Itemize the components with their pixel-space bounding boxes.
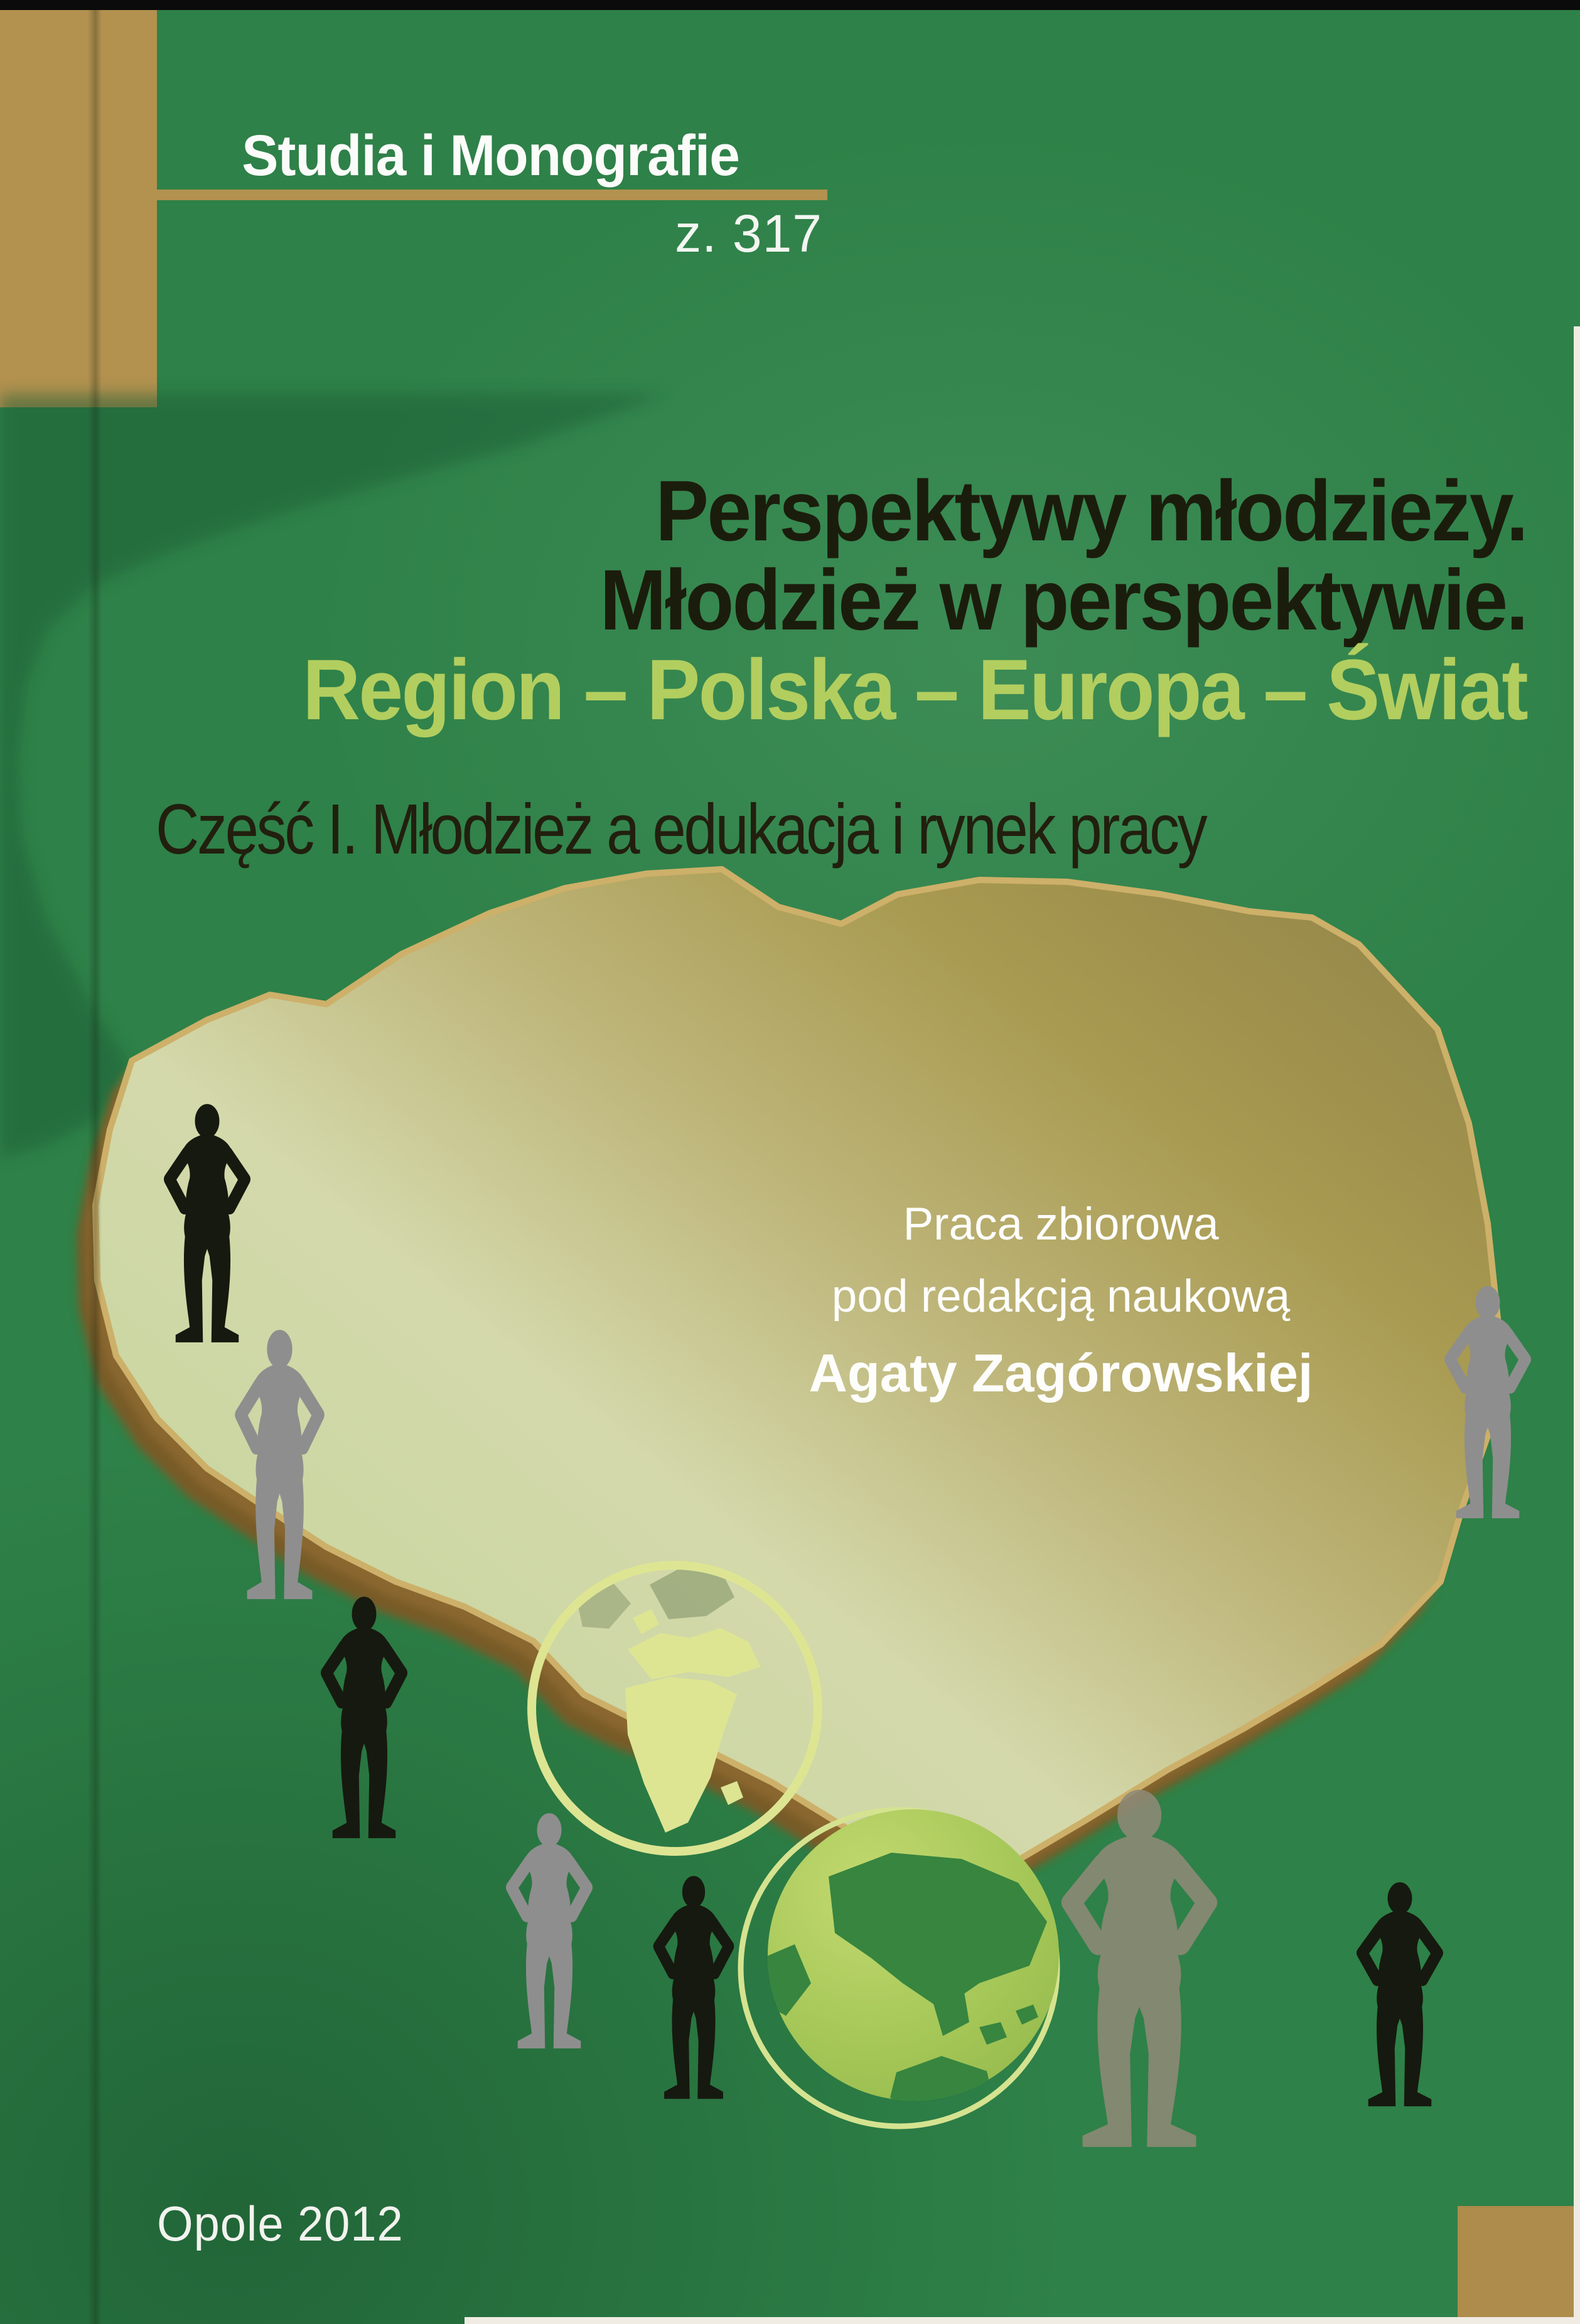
subtitle: Część I. Młodzież a edukacja i rynek pracy [156,790,1206,869]
credits-line-2: pod redakcją naukową [831,1271,1291,1322]
scan-top-edge [0,0,1580,10]
credits-line-1: Praca zbiorowa [903,1199,1219,1250]
series-title: Studia i Monografie [242,124,739,188]
imprint: Opole 2012 [157,2196,404,2251]
series-issue: z. 317 [675,204,822,263]
globe-asia-australia-icon [741,1809,1059,2130]
title-line-2: Młodzież w perspektywie. [599,552,1527,649]
series-underline [154,190,827,200]
spine-crease [88,0,102,2324]
scan-right-edge [1574,326,1580,2324]
main-title [223,463,1527,738]
credits-editor-name: Agaty Zagórowskiej [809,1343,1313,1403]
scan-bottom-edge [465,2317,1580,2324]
person-silhouette-pale [1072,1791,1207,2146]
title-line-1: Perspektywy młodzieży. [655,463,1527,559]
title-line-3: Region – Polska – Europa – Świat [303,641,1527,738]
credits-block [785,1188,1337,1405]
